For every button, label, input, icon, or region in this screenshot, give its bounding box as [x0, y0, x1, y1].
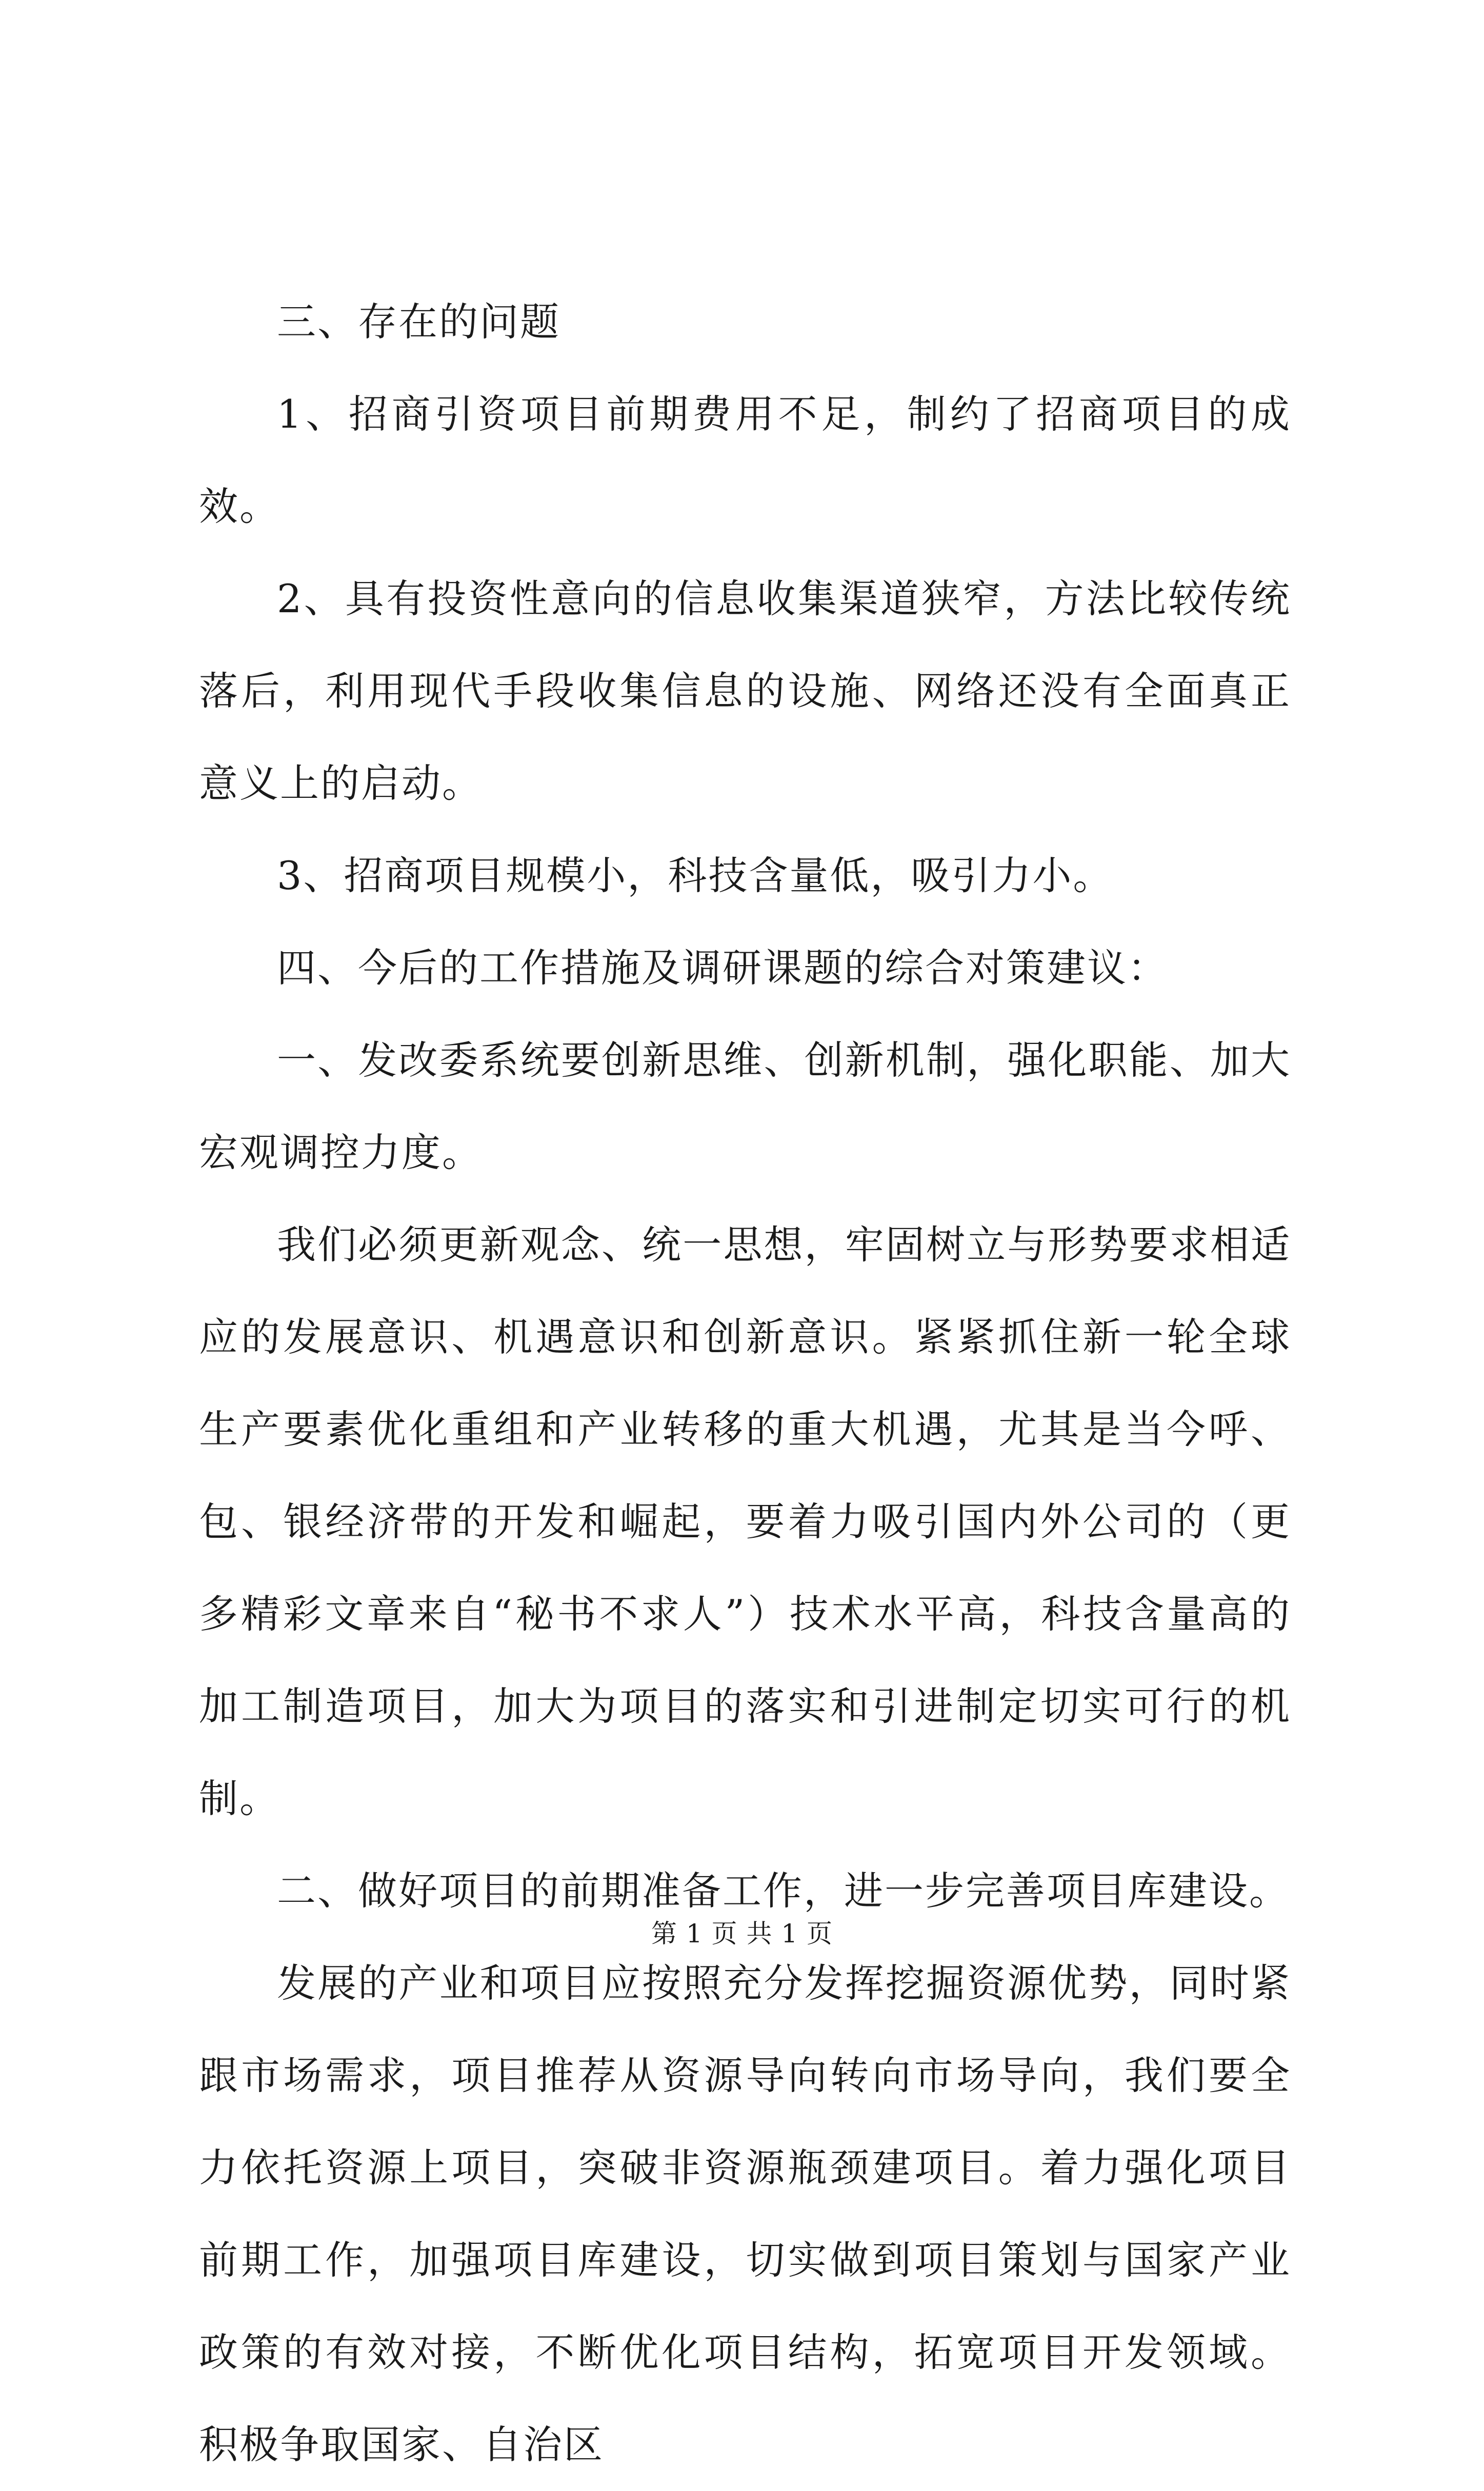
paragraph-problem-2: 2、具有投资性意向的信息收集渠道狭窄，方法比较传统落后，利用现代手段收集信息的设施、网络还没有全面真正意义上的启动。	[199, 576, 1291, 806]
page-footer	[0, 1916, 1484, 1952]
document-body	[199, 276, 1291, 2491]
paragraph-measure-1-heading: 一、发改委系统要创新思维、创新机制，强化职能、加大宏观调控力度。	[199, 1037, 1291, 1175]
paragraph-measure-2-heading: 二、做好项目的前期准备工作，进一步完善项目库建设。	[277, 1868, 1290, 1914]
paragraph-problem-1: 1、招商引资项目前期费用不足，制约了招商项目的成效。	[199, 391, 1291, 529]
paragraph-problem-3: 3、招商项目规模小，科技含量低，吸引力小。	[277, 853, 1114, 898]
paragraph-measure-2-body: 发展的产业和项目应按照充分发挥挖掘资源优势，同时紧跟市场需求，项目推荐从资源导向转向市场导向，我们要全力依托资源上项目，突破非资源瓶颈建项目。着力强化项目前期工作，加强项目库建设，切实做到项目策划与国家产业政策的有效对接，不断优化项目结构，拓宽项目开发领域。积极争取国家、自治区	[199, 1960, 1291, 2467]
page-number: 第 1 页 共 1 页	[651, 1919, 833, 1948]
paragraph-section-4-heading: 四、今后的工作措施及调研课题的综合对策建议：	[277, 945, 1168, 991]
paragraph-section-3-heading: 三、存在的问题	[277, 299, 560, 345]
paragraph-measure-1-body: 我们必须更新观念、统一思想，牢固树立与形势要求相适应的发展意识、机遇意识和创新意识。紧紧抓住新一轮全球生产要素优化重组和产业转移的重大机遇，尤其是当今呼、包、银经济带的开发和崛起，要着力吸引国内外公司的（更多精彩文章来自“秘书不求人”）技术水平高，科技含量高的加工制造项目，加大为项目的落实和引进制定切实可行的机制。	[199, 1222, 1291, 1821]
